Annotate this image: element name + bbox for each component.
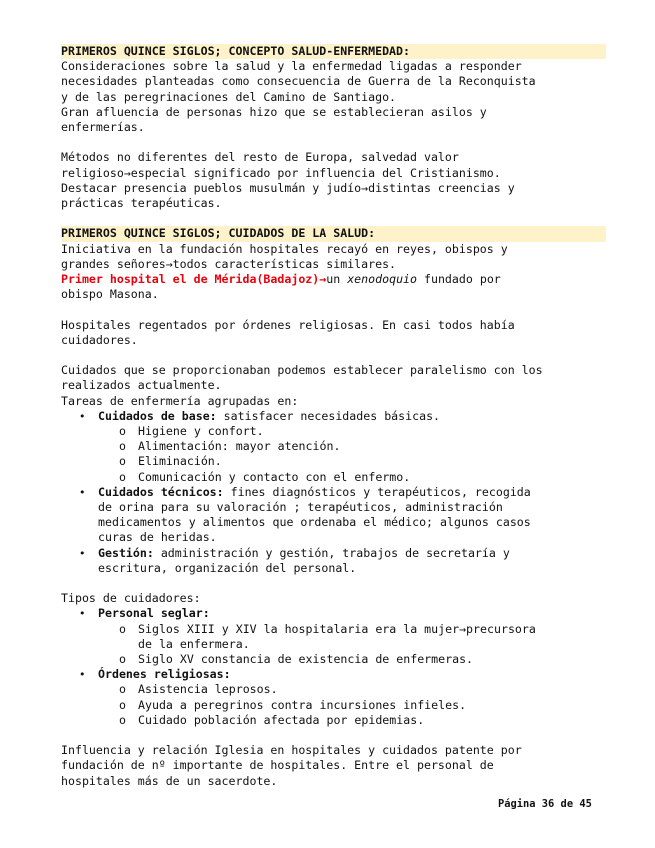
paragraph-line: Iniciativa en la fundación hospitales recayó en reyes, obispos y — [61, 241, 508, 256]
circle-bullet-icon: o — [119, 682, 126, 697]
paragraph-line: Gran afluencia de personas hizo que se establecieran asilos y — [61, 104, 487, 119]
list-item: • Órdenes religiosas: — [79, 667, 231, 682]
tasks-list — [61, 409, 606, 576]
sub-list-item: o Siglo XV constancia de existencia de enfermeras. — [119, 652, 474, 667]
paragraph-line: cuidadores. — [61, 332, 138, 347]
section-heading-cuidados: PRIMEROS QUINCE SIGLOS; CUIDADOS DE LA SALUD: — [61, 226, 606, 241]
paragraph-line: necesidades planteadas como consecuencia de Guerra de la Reconquista — [61, 74, 536, 89]
section-heading-concepto: PRIMEROS QUINCE SIGLOS; CONCEPTO SALUD-ENFERMEDAD: — [61, 44, 606, 59]
circle-bullet-icon: o — [119, 454, 126, 469]
bullet-icon: • — [79, 485, 86, 499]
paragraph-line: Influencia y relación Iglesia en hospitales y cuidados patente por — [61, 743, 522, 758]
paragraph-line: religioso→especial significado por influencia del Cristianismo. — [61, 165, 501, 180]
circle-bullet-icon: o — [119, 621, 126, 636]
paragraph-line: grandes señores→todos características similares. — [61, 256, 397, 271]
circle-bullet-icon: o — [119, 469, 126, 484]
paragraph-line: realizados actualmente. — [61, 378, 222, 393]
bullet-icon: • — [79, 668, 86, 682]
paragraph-line: Métodos no diferentes del resto de Europa, salvedad valor — [61, 150, 459, 165]
sub-list-item: o Alimentación: mayor atención. — [119, 439, 341, 454]
list-item-continuation: escritura, organización del personal. — [98, 560, 357, 575]
list-item: • Cuidados de base: satisfacer necesidades básicas. — [79, 408, 441, 423]
caregivers-list — [61, 606, 606, 728]
document-page — [61, 44, 606, 789]
paragraph-line: Cuidados que se proporcionaban podemos establecer paralelismo con los — [61, 363, 543, 378]
sub-list-item: o Asistencia leprosos. — [119, 682, 278, 697]
list-item: • Cuidados técnicos: fines diagnósticos y terapéuticos, recogida — [79, 484, 531, 499]
paragraph-line: Tareas de enfermería agrupadas en: — [61, 393, 299, 408]
circle-bullet-icon: o — [119, 424, 126, 439]
bullet-icon: • — [79, 607, 86, 621]
bullet-icon: • — [79, 546, 86, 560]
circle-bullet-icon: o — [119, 439, 126, 454]
paragraph-line: prácticas terapéuticas. — [61, 196, 222, 211]
paragraph-line: Consideraciones sobre la salud y la enfermedad ligadas a responder — [61, 59, 522, 74]
italic-term: xenodoquio — [347, 272, 418, 287]
sub-list-item: o Eliminación. — [119, 454, 222, 469]
sub-list-item-continuation: de la enfermera. — [138, 636, 250, 651]
paragraph-line: Destacar presencia pueblos musulmán y judío→distintas creencias y — [61, 180, 515, 195]
paragraph-line: hospitales más de un sacerdote. — [61, 773, 278, 788]
sub-list-item: o Higiene y confort. — [119, 424, 264, 439]
circle-bullet-icon: o — [119, 712, 126, 727]
list-item-continuation: curas de heridas. — [98, 530, 217, 545]
list-item: • Personal seglar: — [79, 606, 210, 621]
paragraph-line: fundación de nº importante de hospitales. Entre el personal de — [61, 758, 494, 773]
bullet-icon: • — [79, 409, 86, 423]
circle-bullet-icon: o — [119, 652, 126, 667]
highlight-red-text: Primer hospital el de Mérida(Badajoz)→ — [61, 272, 327, 287]
sub-list-item: o Siglos XIII y XIV la hospitalaria era la mujer→precursora — [119, 621, 536, 636]
sub-list-item: o Ayuda a peregrinos contra incursiones infieles. — [119, 697, 467, 712]
sub-list-item: o Comunicación y contacto con el enfermo. — [119, 469, 411, 484]
list-item-continuation: medicamentos y alimentos que ordenaba el médico; algunos casos — [98, 515, 531, 530]
page-number: Página 36 de 45 — [498, 798, 592, 810]
paragraph-line-merida: Primer hospital el de Mérida(Badajoz)→un xenodoquio fundado por — [61, 272, 501, 287]
circle-bullet-icon: o — [119, 697, 126, 712]
paragraph-line: enfermerías. — [61, 120, 145, 135]
paragraph-line: Tipos de cuidadores: — [61, 591, 201, 606]
paragraph-line: Hospitales regentados por órdenes religiosas. En casi todos había — [61, 317, 515, 332]
sub-list-item: o Cuidado población afectada por epidemias. — [119, 712, 425, 727]
list-item-continuation: de orina para su valoración ; terapéuticos, administración — [98, 500, 503, 515]
list-item: • Gestión: administración y gestión, trabajos de secretaría y — [79, 545, 510, 560]
paragraph-line: y de las peregrinaciones del Camino de Santiago. — [61, 89, 397, 104]
paragraph-line: obispo Masona. — [61, 287, 159, 302]
